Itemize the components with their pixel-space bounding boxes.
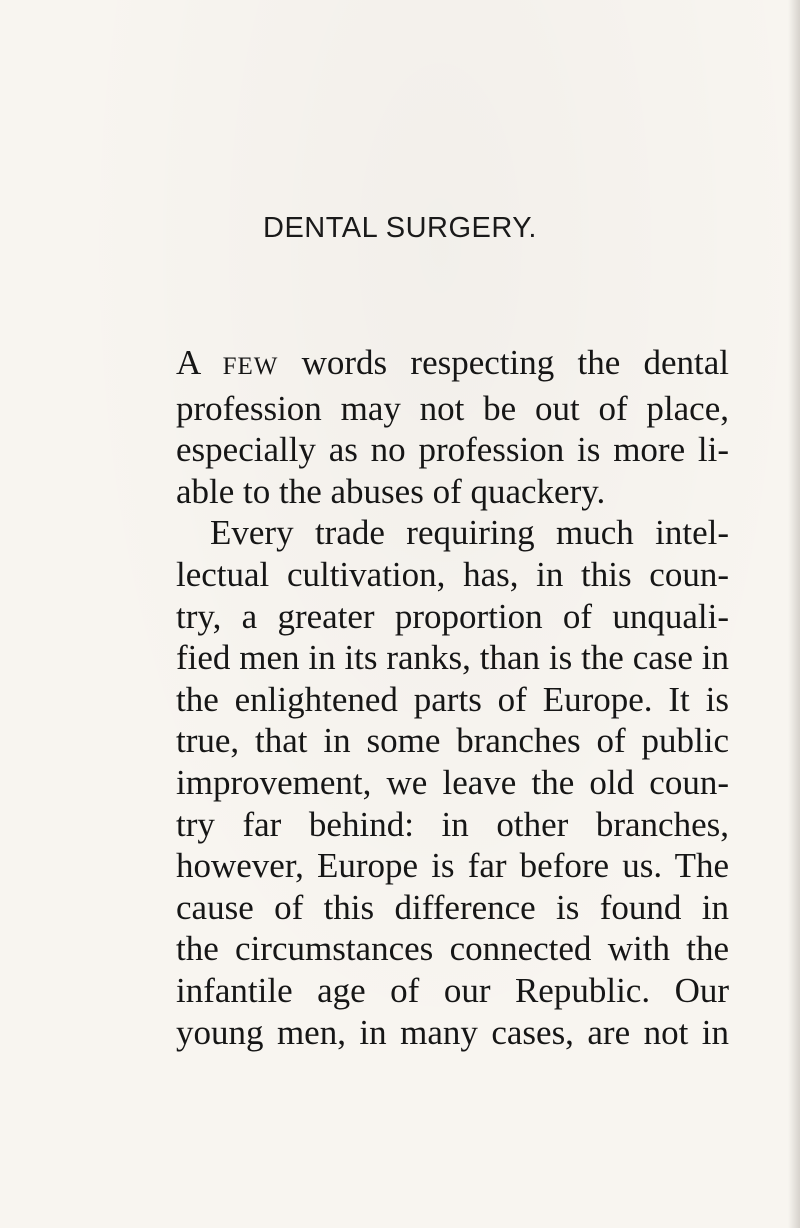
first-line-rest: words respecting the dental [278,343,730,382]
text-line: try, a greater proportion of unquali- [176,596,729,636]
text-line: the circumstances connected with the [176,929,729,969]
page-edge-shadow [788,0,800,1228]
paragraph-1 [176,342,729,512]
text-line: cause of this difference is found in [176,887,729,927]
text-line: young men, in many cases, are not in [176,1012,729,1052]
text-line [176,342,729,388]
text-line: able to the abuses of quackery. [176,471,606,511]
text-line: Every trade requiring much intel- [210,513,729,553]
text-line: the enlightened parts of Europe. It is [176,679,729,719]
text-line: especially as no profession is more li- [176,430,729,470]
text-line: profession may not be out of place, [176,388,729,428]
small-caps-word: FEW [222,353,279,380]
paragraph-2 [176,512,729,1053]
text-line: improvement, we leave the old coun- [176,762,729,802]
opening-letter: A [176,343,200,382]
text-line: however, Europe is far before us. The [176,846,729,886]
chapter-title: DENTAL SURGERY. [263,212,537,244]
text-line: infantile age of our Republic. Our [176,970,729,1010]
text-line: try far behind: in other branches, [176,804,729,844]
text-line: fied men in its ranks, than is the case in [176,638,729,678]
text-line: true, that in some branches of public [176,721,729,761]
text-line: lectual cultivation, has, in this coun- [176,554,729,594]
body-text [176,342,729,1053]
